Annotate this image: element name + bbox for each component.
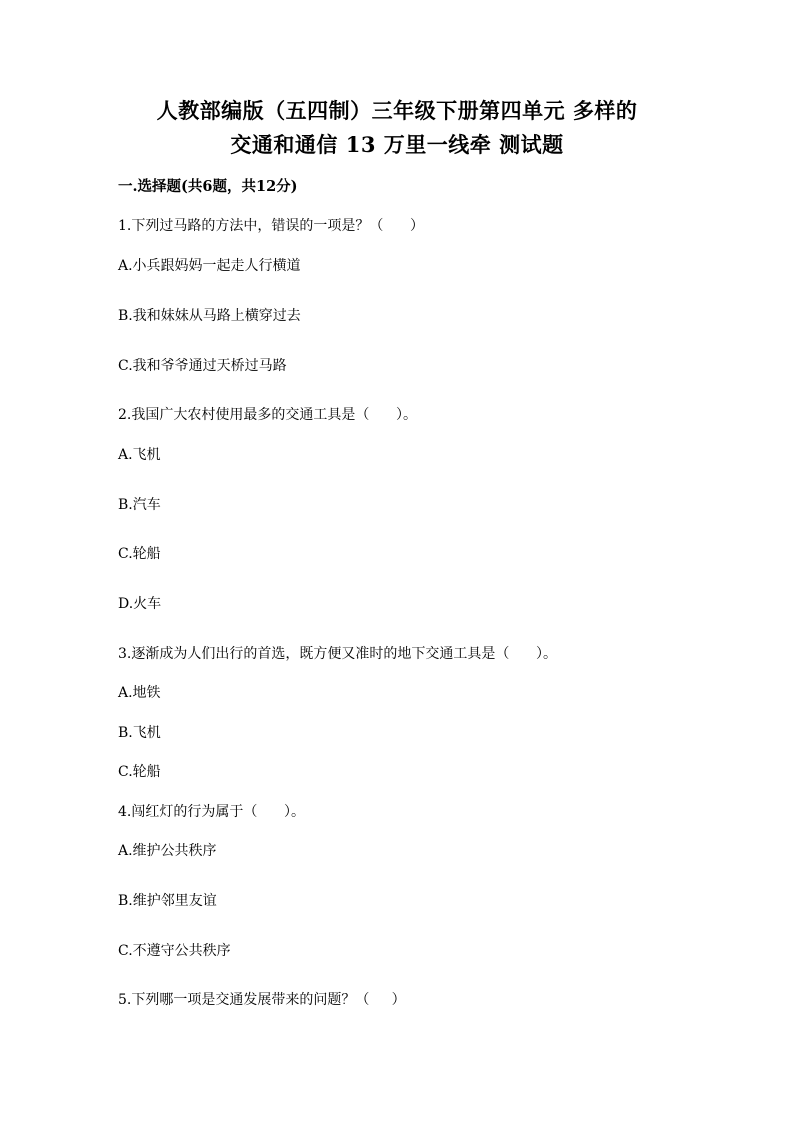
question-1-option-a: A.小兵跟妈妈一起走人行横道	[118, 258, 301, 274]
question-2-stem: 2.我国广大农村使用最多的交通工具是（ ）。	[118, 407, 418, 423]
question-2-option-c: C.轮船	[118, 546, 161, 562]
document-title-line-2: 交通和通信 13 万里一线牵 测试题	[230, 132, 564, 157]
question-3-stem: 3.逐渐成为人们出行的首选，既方便又准时的地下交通工具是（ ）。	[118, 646, 558, 662]
question-4-option-b: B.维护邻里友谊	[118, 893, 217, 909]
question-3-option-c: C.轮船	[118, 764, 161, 780]
question-2-option-b: B.汽车	[118, 497, 161, 513]
question-2-option-d: D.火车	[118, 596, 162, 612]
question-4-option-c: C.不遵守公共秩序	[118, 943, 231, 959]
question-4-option-a: A.维护公共秩序	[118, 843, 217, 859]
document-title-line-1: 人教部编版（五四制）三年级下册第四单元 多样的	[156, 98, 638, 123]
question-1-option-c: C.我和爷爷通过天桥过马路	[118, 358, 287, 374]
question-3-option-b: B.飞机	[118, 725, 161, 741]
question-4-stem: 4.闯红灯的行为属于（ ）。	[118, 804, 306, 820]
question-2-option-a: A.飞机	[118, 447, 161, 463]
question-1-stem: 1.下列过马路的方法中，错误的一项是？（ ）	[118, 218, 425, 234]
question-1-option-b: B.我和妹妹从马路上横穿过去	[118, 308, 301, 324]
question-5-stem: 5.下列哪一项是交通发展带来的问题？（ ）	[118, 992, 406, 1008]
section-heading: 一.选择题(共6题，共12分)	[118, 178, 298, 195]
question-3-option-a: A.地铁	[118, 685, 161, 701]
